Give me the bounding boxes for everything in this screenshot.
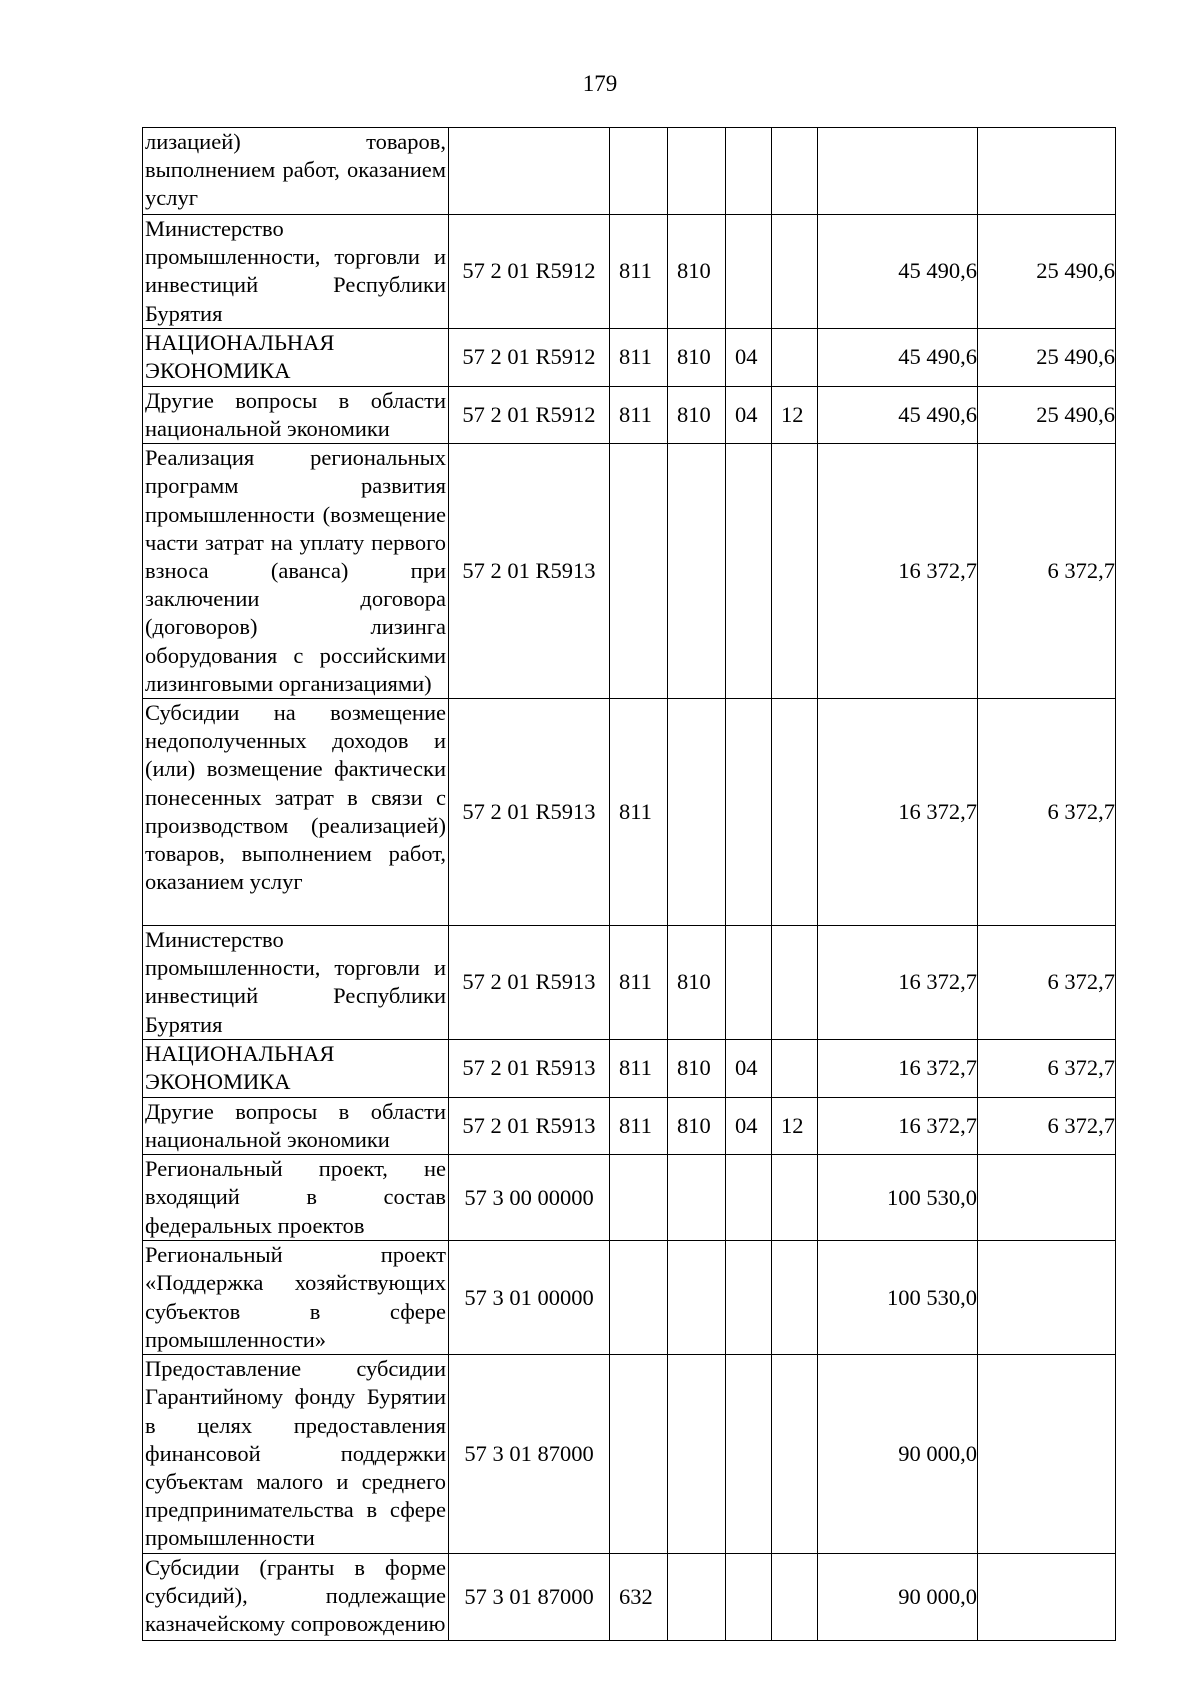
amount-year-2: 25 490,6 <box>978 386 1116 443</box>
amount-year-2 <box>978 1355 1116 1553</box>
section-code <box>726 215 772 329</box>
section-code: 04 <box>726 1097 772 1154</box>
amount-year-1: 45 490,6 <box>818 328 978 386</box>
target-article-code: 57 3 01 87000 <box>449 1355 610 1553</box>
administrator-code: 810 <box>668 386 726 443</box>
budget-table-body <box>143 128 1116 1641</box>
row-description: Министерство промышленности, торговли и инвестиций Республики Бурятия <box>143 215 449 329</box>
section-code <box>726 128 772 215</box>
target-article-code: 57 3 01 00000 <box>449 1241 610 1355</box>
amount-year-1: 90 000,0 <box>818 1553 978 1640</box>
target-article-code: 57 3 01 87000 <box>449 1553 610 1640</box>
row-description: лизацией) товаров, выполнением работ, оказанием услуг <box>143 128 449 215</box>
section-code <box>726 1355 772 1553</box>
amount-year-2: 6 372,7 <box>978 1039 1116 1097</box>
table-row <box>143 1155 1116 1241</box>
amount-year-1: 90 000,0 <box>818 1355 978 1553</box>
target-article-code: 57 2 01 R5912 <box>449 386 610 443</box>
administrator-code: 810 <box>668 328 726 386</box>
subsection-code <box>772 926 818 1040</box>
subsection-code <box>772 1241 818 1355</box>
budget-manager-code <box>610 1355 668 1553</box>
table-row <box>143 1553 1116 1640</box>
subsection-code <box>772 444 818 699</box>
administrator-code <box>668 1155 726 1241</box>
budget-manager-code: 811 <box>610 386 668 443</box>
subsection-code: 12 <box>772 386 818 443</box>
amount-year-2 <box>978 128 1116 215</box>
administrator-code: 810 <box>668 926 726 1040</box>
table-row <box>143 328 1116 386</box>
table-row <box>143 215 1116 329</box>
row-description: Региональный проект «Поддержка хозяйствующих субъектов в сфере промышленности» <box>143 1241 449 1355</box>
table-row <box>143 386 1116 443</box>
section-code <box>726 926 772 1040</box>
amount-year-1: 100 530,0 <box>818 1155 978 1241</box>
amount-year-1 <box>818 128 978 215</box>
amount-year-1: 100 530,0 <box>818 1241 978 1355</box>
section-code: 04 <box>726 386 772 443</box>
subsection-code <box>772 1553 818 1640</box>
administrator-code <box>668 699 726 926</box>
budget-manager-code: 811 <box>610 328 668 386</box>
target-article-code: 57 2 01 R5913 <box>449 1039 610 1097</box>
amount-year-2: 6 372,7 <box>978 444 1116 699</box>
row-description: НАЦИОНАЛЬНАЯ ЭКОНОМИКА <box>143 1039 449 1097</box>
subsection-code <box>772 215 818 329</box>
subsection-code <box>772 128 818 215</box>
amount-year-2: 6 372,7 <box>978 699 1116 926</box>
budget-manager-code <box>610 128 668 215</box>
section-code: 04 <box>726 1039 772 1097</box>
budget-manager-code: 811 <box>610 1039 668 1097</box>
amount-year-1: 16 372,7 <box>818 699 978 926</box>
budget-manager-code: 811 <box>610 215 668 329</box>
row-description: Предоставление субсидии Гарантийному фонду Бурятии в целях предоставления финансовой поддержки субъектам малого и среднего предпринимательства в сфере промышленности <box>143 1355 449 1553</box>
budget-table <box>142 127 1116 1641</box>
row-description: Другие вопросы в области национальной экономики <box>143 1097 449 1154</box>
budget-manager-code <box>610 1155 668 1241</box>
section-code <box>726 1155 772 1241</box>
amount-year-1: 45 490,6 <box>818 215 978 329</box>
subsection-code <box>772 1155 818 1241</box>
amount-year-2 <box>978 1241 1116 1355</box>
table-row <box>143 1355 1116 1553</box>
administrator-code: 810 <box>668 1039 726 1097</box>
table-row <box>143 926 1116 1040</box>
page-number: 179 <box>582 71 618 96</box>
budget-manager-code: 811 <box>610 1097 668 1154</box>
section-code <box>726 1553 772 1640</box>
administrator-code: 810 <box>668 1097 726 1154</box>
row-description: Субсидии на возмещение недополученных доходов и (или) возмещение фактически понесенных затрат в связи с производством (реализацией) товаров, выполнением работ, оказанием услуг <box>143 699 449 926</box>
subsection-code <box>772 328 818 386</box>
amount-year-2 <box>978 1553 1116 1640</box>
table-row <box>143 1039 1116 1097</box>
table-row <box>143 444 1116 699</box>
amount-year-2: 6 372,7 <box>978 926 1116 1040</box>
subsection-code <box>772 699 818 926</box>
amount-year-1: 16 372,7 <box>818 1039 978 1097</box>
target-article-code: 57 2 01 R5912 <box>449 215 610 329</box>
amount-year-1: 16 372,7 <box>818 926 978 1040</box>
subsection-code <box>772 1355 818 1553</box>
section-code <box>726 444 772 699</box>
budget-manager-code <box>610 1241 668 1355</box>
target-article-code: 57 2 01 R5913 <box>449 699 610 926</box>
administrator-code <box>668 1241 726 1355</box>
row-description: Другие вопросы в области национальной экономики <box>143 386 449 443</box>
row-description: НАЦИОНАЛЬНАЯ ЭКОНОМИКА <box>143 328 449 386</box>
budget-manager-code: 632 <box>610 1553 668 1640</box>
target-article-code: 57 3 00 00000 <box>449 1155 610 1241</box>
section-code <box>726 1241 772 1355</box>
table-row <box>143 128 1116 215</box>
administrator-code <box>668 1553 726 1640</box>
target-article-code: 57 2 01 R5913 <box>449 444 610 699</box>
budget-manager-code: 811 <box>610 926 668 1040</box>
administrator-code <box>668 444 726 699</box>
amount-year-1: 16 372,7 <box>818 444 978 699</box>
target-article-code: 57 2 01 R5913 <box>449 926 610 1040</box>
row-description: Реализация региональных программ развития промышленности (возмещение части затрат на уплату первого взноса (аванса) при заключении договора (договоров) лизинга оборудования с российскими лизинговыми организациями) <box>143 444 449 699</box>
administrator-code <box>668 1355 726 1553</box>
subsection-code <box>772 1039 818 1097</box>
target-article-code: 57 2 01 R5912 <box>449 328 610 386</box>
target-article-code <box>449 128 610 215</box>
row-description: Региональный проект, не входящий в состав федеральных проектов <box>143 1155 449 1241</box>
table-row <box>143 699 1116 926</box>
budget-manager-code <box>610 444 668 699</box>
amount-year-2 <box>978 1155 1116 1241</box>
amount-year-2: 25 490,6 <box>978 328 1116 386</box>
budget-manager-code: 811 <box>610 699 668 926</box>
table-row <box>143 1241 1116 1355</box>
row-description: Субсидии (гранты в форме субсидий), подлежащие казначейскому сопровождению <box>143 1553 449 1640</box>
section-code <box>726 699 772 926</box>
amount-year-2: 6 372,7 <box>978 1097 1116 1154</box>
table-row <box>143 1097 1116 1154</box>
subsection-code: 12 <box>772 1097 818 1154</box>
amount-year-1: 45 490,6 <box>818 386 978 443</box>
amount-year-2: 25 490,6 <box>978 215 1116 329</box>
target-article-code: 57 2 01 R5913 <box>449 1097 610 1154</box>
administrator-code <box>668 128 726 215</box>
administrator-code: 810 <box>668 215 726 329</box>
row-description: Министерство промышленности, торговли и инвестиций Республики Бурятия <box>143 926 449 1040</box>
amount-year-1: 16 372,7 <box>818 1097 978 1154</box>
section-code: 04 <box>726 328 772 386</box>
